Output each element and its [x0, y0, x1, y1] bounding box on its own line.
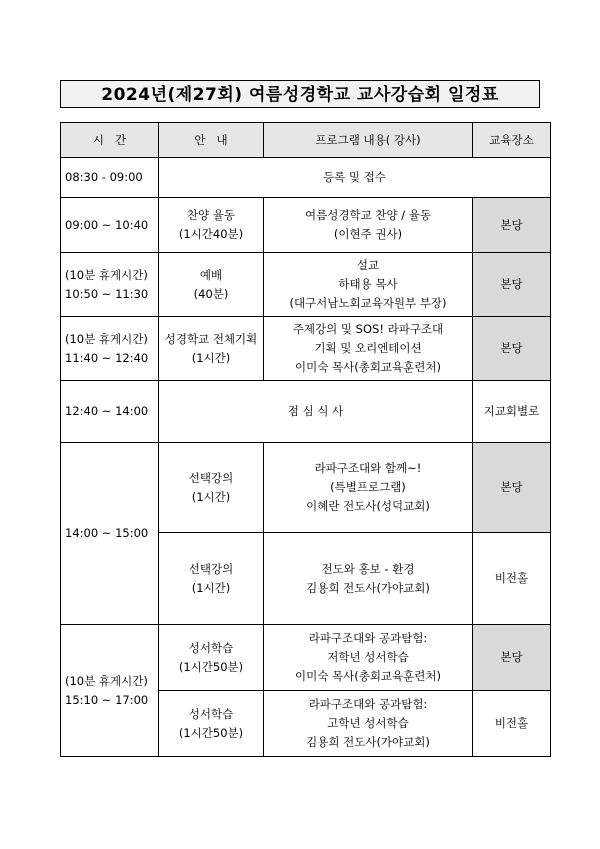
program-line: (대구서남노회교육자원부 부장) — [289, 296, 447, 310]
time-cell — [61, 253, 159, 317]
guide-cell — [159, 253, 264, 317]
program-line: 주제강의 및 SOS! 라파구조대 — [292, 322, 444, 336]
table-row — [61, 381, 551, 443]
location-cell: 본당 — [473, 625, 551, 691]
program-cell — [264, 533, 473, 625]
location-cell: 본당 — [473, 198, 551, 253]
program-line: 기획 및 오리엔테이션 — [314, 341, 422, 355]
program-line: 라파구조대와 공과탐험: — [308, 631, 428, 645]
guide-cell — [159, 443, 264, 533]
program-line: 김용희 전도사(가야교회) — [306, 580, 430, 595]
guide-line: (1시간) — [191, 580, 231, 595]
guide-line: (1시간) — [191, 489, 231, 504]
guide-line: (40분) — [193, 286, 229, 301]
program-cell — [264, 253, 473, 317]
location-cell: 지교회별로 — [473, 381, 551, 443]
guide-line: 선택강의 — [188, 561, 234, 576]
schedule-table — [60, 122, 551, 757]
time-cell: 12:40 ~ 14:00 — [61, 381, 159, 443]
program-line: 고학년 성서학습 — [327, 716, 409, 730]
time-cell — [61, 625, 159, 757]
program-cell — [264, 317, 473, 381]
program-cell — [264, 443, 473, 533]
program-line: 이미숙 목사(총회교육훈련처) — [295, 360, 441, 374]
table-row — [61, 625, 551, 691]
guide-line: (1시간50분) — [178, 659, 244, 674]
program-line: 설교 — [356, 258, 380, 272]
program-cell — [264, 198, 473, 253]
time-cell: 09:00 ~ 10:40 — [61, 198, 159, 253]
time-cell: 14:00 ~ 15:00 — [61, 443, 159, 625]
table-row — [61, 198, 551, 253]
program-line: (특별프로그램) — [330, 480, 406, 494]
guide-line: 성서학습 — [188, 706, 234, 721]
time-line: (10분 휴게시간) — [65, 673, 148, 688]
guide-cell — [159, 317, 264, 381]
header-time: 시 간 — [61, 123, 159, 158]
table-row — [61, 443, 551, 533]
program-line: 라파구조대와 공과탐험: — [308, 697, 428, 711]
table-row — [61, 253, 551, 317]
header-row — [61, 123, 551, 158]
page-title: 2024년(제27회) 여름성경학교 교사강습회 일정표 — [60, 80, 540, 108]
guide-cell — [159, 198, 264, 253]
table-row — [61, 158, 551, 198]
program-cell — [264, 625, 473, 691]
program-line: 하태용 목사 — [338, 277, 398, 291]
program-line: 이미숙 목사(총회교육훈련처) — [295, 669, 441, 683]
location-cell: 비전홀 — [473, 691, 551, 757]
time-line: 15:10 ~ 17:00 — [65, 692, 149, 707]
location-cell: 본당 — [473, 317, 551, 381]
program-line: 전도와 홍보 - 환경 — [321, 561, 415, 576]
guide-line: 성서학습 — [188, 640, 234, 655]
guide-line: 성경학교 전체기획 — [164, 331, 258, 346]
content-cell: 등록 및 접수 — [159, 158, 551, 198]
guide-line: 예배 — [199, 267, 223, 282]
program-line: (이현주 권사) — [333, 227, 403, 241]
program-cell — [264, 691, 473, 757]
guide-line: 선택강의 — [188, 470, 234, 485]
time-line: (10분 휴게시간) — [65, 267, 148, 282]
header-location: 교육장소 — [473, 123, 551, 158]
program-line: 라파구조대와 함께~! — [314, 461, 422, 475]
guide-line: (1시간50분) — [178, 725, 244, 740]
program-line: 여름성경학교 찬양 / 율동 — [305, 208, 431, 222]
guide-cell — [159, 691, 264, 757]
header-program: 프로그램 내용( 강사) — [264, 123, 473, 158]
location-cell: 본당 — [473, 253, 551, 317]
guide-line: (1시간) — [191, 350, 231, 365]
header-guide: 안 내 — [159, 123, 264, 158]
location-cell: 비전홀 — [473, 533, 551, 625]
time-line: (10분 휴게시간) — [65, 331, 148, 346]
guide-cell — [159, 625, 264, 691]
guide-cell — [159, 533, 264, 625]
location-cell: 본당 — [473, 443, 551, 533]
program-line: 이혜란 전도사(성덕교회) — [306, 499, 430, 513]
time-cell: 08:30 - 09:00 — [61, 158, 159, 198]
content-cell: 점 심 식 사 — [159, 381, 473, 443]
program-line: 저학년 성서학습 — [327, 650, 409, 664]
time-line: 10:50 ~ 11:30 — [65, 286, 149, 301]
program-line: 김용희 전도사(가야교회) — [306, 735, 430, 749]
guide-line: (1시간40분) — [178, 227, 244, 241]
guide-line: 찬양 율동 — [186, 208, 236, 222]
time-cell — [61, 317, 159, 381]
table-row — [61, 317, 551, 381]
time-line: 11:40 ~ 12:40 — [65, 350, 149, 365]
